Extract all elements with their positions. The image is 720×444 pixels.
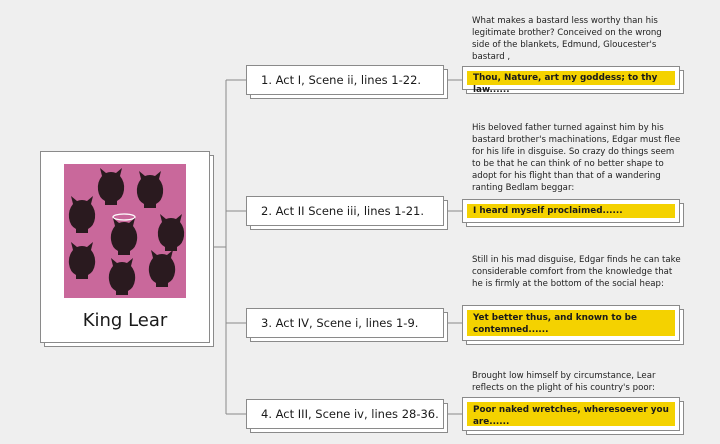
scene-description-3: Still in his mad disguise, Edgar finds he can take considerable comfort from the knowledge that he is firmly at the bottom of the social heap:: [472, 255, 681, 289]
horned-figure-icon: [137, 171, 163, 208]
scene-description-1: What makes a bastard less worthy than his legitimate brother? Conceived on the wrong side of the blankets, Edmund, Gloucester's bastard ,: [472, 16, 662, 62]
horned-figure-icon: [69, 196, 95, 233]
quote-box-1[interactable]: [462, 66, 680, 95]
book-cover-image: [64, 164, 186, 298]
horned-figure-icon: [69, 242, 95, 279]
quote-box-4[interactable]: [462, 397, 680, 431]
quote-text-4: Poor naked wretches, wheresoever you are......: [473, 405, 669, 427]
scene-description-2: His beloved father turned against him by his bastard brother's machinations, Edgar must flee for his life in disguise. So crazy do things seem to be that he can think of no better shape to adopt for his flight than that of a wandering ranting Bedlam beggar:: [472, 123, 681, 193]
horned-figure-icon: [149, 250, 175, 287]
quote-text-1: Thou, Nature, art my goddess; to thy law......: [473, 73, 658, 95]
quote-box-2[interactable]: [462, 199, 680, 223]
quote-text-2: I heard myself proclaimed......: [473, 206, 623, 216]
horned-figure-icon: [158, 214, 184, 251]
scene-box-4[interactable]: 4. Act III, Scene iv, lines 28-36.: [246, 399, 444, 429]
quote-text-3: Yet better thus, and known to be contemned......: [473, 313, 637, 335]
scene-description-4: Brought low himself by circumstance, Lear reflects on the plight of his country's poor:: [472, 371, 656, 393]
book-title: King Lear: [82, 310, 168, 331]
scene-box-3[interactable]: 3. Act IV, Scene i, lines 1-9.: [246, 308, 444, 338]
horned-figure-icon: [98, 168, 124, 205]
horned-figure-icon: [109, 258, 135, 295]
scene-box-1[interactable]: 1. Act I, Scene ii, lines 1-22.: [246, 65, 444, 95]
halo-icon: [113, 214, 135, 220]
quote-box-3[interactable]: [462, 305, 680, 341]
horned-figure-icon: [111, 218, 137, 255]
scene-box-2[interactable]: 2. Act II Scene iii, lines 1-21.: [246, 196, 444, 226]
book-card[interactable]: [40, 151, 210, 343]
